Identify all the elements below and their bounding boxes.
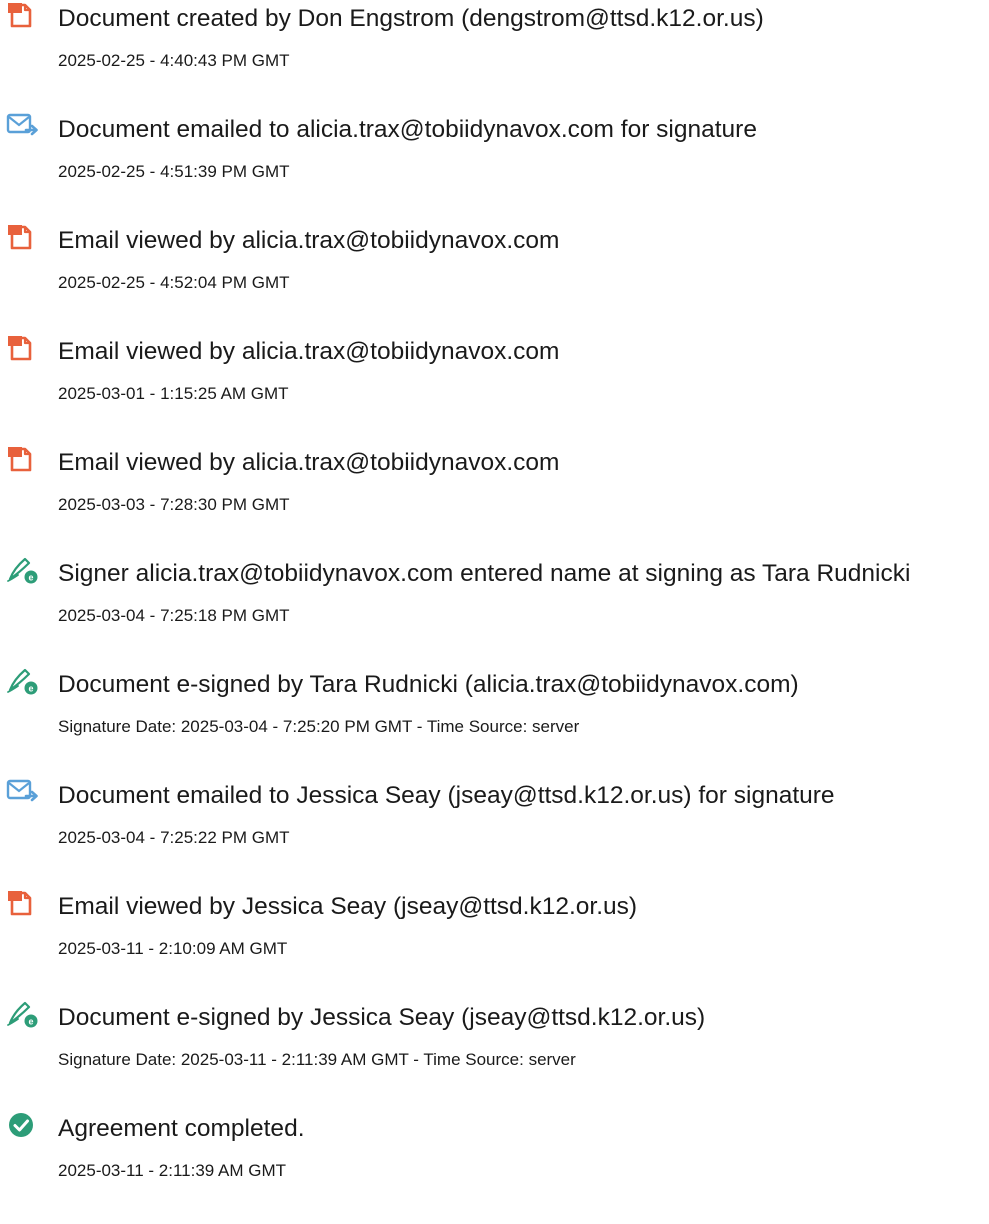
audit-entry <box>0 222 989 312</box>
audit-entry <box>0 777 989 867</box>
entry-title: Email viewed by alicia.trax@tobiidynavox.com <box>58 338 560 365</box>
entry-timestamp: 2025-03-04 - 7:25:18 PM GMT <box>58 606 290 625</box>
entry-timestamp: 2025-03-11 - 2:11:39 AM GMT <box>58 1161 287 1180</box>
entry-title: Agreement completed. <box>58 1115 305 1142</box>
audit-entry <box>0 666 989 756</box>
audit-entry <box>0 333 989 423</box>
esign-pen-icon <box>6 555 40 585</box>
entry-title: Email viewed by Jessica Seay (jseay@ttsd.k12.or.us) <box>58 893 638 920</box>
document-viewed-icon <box>6 333 40 363</box>
audit-entry <box>0 1110 989 1200</box>
audit-entry <box>0 111 989 201</box>
document-viewed-icon <box>6 444 40 474</box>
svg-text:e: e <box>28 572 34 583</box>
document-created-icon <box>6 0 40 30</box>
entry-title: Document e-signed by Tara Rudnicki (alicia.trax@tobiidynavox.com) <box>58 671 799 698</box>
entry-timestamp: 2025-03-11 - 2:10:09 AM GMT <box>58 939 288 958</box>
document-viewed-icon <box>6 888 40 918</box>
audit-entry <box>0 0 989 90</box>
entry-timestamp: 2025-02-25 - 4:51:39 PM GMT <box>58 162 290 181</box>
document-viewed-icon <box>6 222 40 252</box>
entry-title: Document e-signed by Jessica Seay (jseay@ttsd.k12.or.us) <box>58 1004 706 1031</box>
entry-timestamp: 2025-03-01 - 1:15:25 AM GMT <box>58 384 289 403</box>
entry-title: Email viewed by alicia.trax@tobiidynavox.com <box>58 449 560 476</box>
svg-text:e: e <box>28 683 34 694</box>
entry-timestamp: 2025-03-03 - 7:28:30 PM GMT <box>58 495 290 514</box>
entry-title: Document emailed to alicia.trax@tobiidynavox.com for signature <box>58 116 757 143</box>
svg-text:e: e <box>28 1016 34 1027</box>
esign-pen-icon <box>6 999 40 1029</box>
check-circle-icon <box>6 1110 40 1140</box>
entry-title: Document created by Don Engstrom (dengstrom@ttsd.k12.or.us) <box>58 5 764 32</box>
audit-entry <box>0 999 989 1089</box>
entry-timestamp: Signature Date: 2025-03-11 - 2:11:39 AM GMT - Time Source: server <box>58 1050 576 1069</box>
entry-timestamp: 2025-03-04 - 7:25:22 PM GMT <box>58 828 290 847</box>
entry-timestamp: Signature Date: 2025-03-04 - 7:25:20 PM GMT - Time Source: server <box>58 717 580 736</box>
entry-timestamp: 2025-02-25 - 4:52:04 PM GMT <box>58 273 290 292</box>
email-sent-icon <box>6 111 40 141</box>
entry-timestamp: 2025-02-25 - 4:40:43 PM GMT <box>58 51 290 70</box>
entry-title: Document emailed to Jessica Seay (jseay@ttsd.k12.or.us) for signature <box>58 782 835 809</box>
email-sent-icon <box>6 777 40 807</box>
esign-pen-icon <box>6 666 40 696</box>
entry-title: Email viewed by alicia.trax@tobiidynavox.com <box>58 227 560 254</box>
audit-entry <box>0 444 989 534</box>
audit-entry <box>0 555 989 645</box>
audit-entry <box>0 888 989 978</box>
entry-title: Signer alicia.trax@tobiidynavox.com entered name at signing as Tara Rudnicki <box>58 560 911 587</box>
